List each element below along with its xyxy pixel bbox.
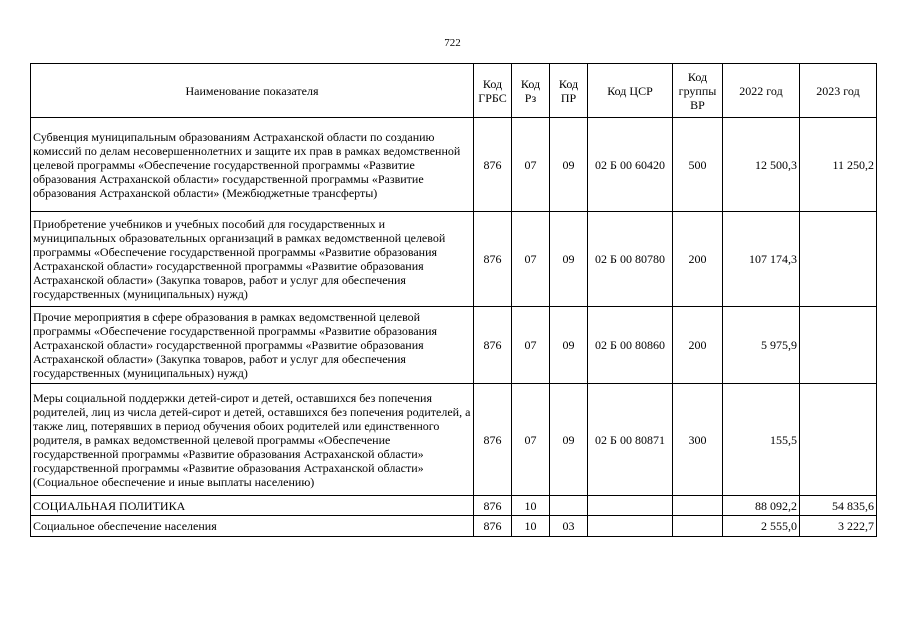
row-rz: 07 bbox=[512, 384, 550, 496]
row-name: Субвенция муниципальным образованиям Астраханской области по созданию комиссий по делам несовершеннолетних и защите их прав в рамках ведомственной целевой программы «Обеспечение государственной программы «Развитие образования Астраханской области» государственной программы «Развитие образования Астраханской области» (Межбюджетные трансферты) bbox=[31, 118, 474, 212]
table-row bbox=[31, 516, 877, 537]
row-grbs: 876 bbox=[474, 516, 512, 537]
row-csr: 02 Б 00 60420 bbox=[588, 118, 673, 212]
row-rz: 07 bbox=[512, 307, 550, 384]
page-number: 722 bbox=[444, 37, 461, 49]
row-2023: 3 222,7 bbox=[800, 516, 877, 537]
row-rz: 07 bbox=[512, 118, 550, 212]
row-name: Социальное обеспечение населения bbox=[31, 516, 474, 537]
header-grbs: Код ГРБС bbox=[474, 64, 512, 118]
row-name: Прочие мероприятия в сфере образования в рамках ведомственной целевой программы «Обеспечение государственной программы «Развитие образования Астраханской области» государственной программы «Развитие образования Астраханской области» (Закупка товаров, работ и услуг для обеспечения государственных (муниципальных) нужд) bbox=[31, 307, 474, 384]
row-pr: 09 bbox=[550, 307, 588, 384]
table-row bbox=[31, 118, 877, 212]
row-name: СОЦИАЛЬНАЯ ПОЛИТИКА bbox=[31, 496, 474, 516]
row-2022: 12 500,3 bbox=[723, 118, 800, 212]
header-vr: Код группы ВР bbox=[673, 64, 723, 118]
row-pr: 03 bbox=[550, 516, 588, 537]
row-csr: 02 Б 00 80860 bbox=[588, 307, 673, 384]
row-csr: 02 Б 00 80871 bbox=[588, 384, 673, 496]
row-pr: 09 bbox=[550, 212, 588, 307]
row-vr: 200 bbox=[673, 307, 723, 384]
row-2023: 54 835,6 bbox=[800, 496, 877, 516]
row-csr bbox=[588, 496, 673, 516]
row-grbs: 876 bbox=[474, 307, 512, 384]
row-grbs: 876 bbox=[474, 118, 512, 212]
row-rz: 10 bbox=[512, 496, 550, 516]
header-pr: Код ПР bbox=[550, 64, 588, 118]
row-2022: 5 975,9 bbox=[723, 307, 800, 384]
row-2023 bbox=[800, 212, 877, 307]
row-vr bbox=[673, 496, 723, 516]
row-2022: 2 555,0 bbox=[723, 516, 800, 537]
header-row bbox=[31, 64, 877, 118]
row-2022: 155,5 bbox=[723, 384, 800, 496]
budget-table bbox=[30, 63, 877, 537]
row-vr: 200 bbox=[673, 212, 723, 307]
row-2023 bbox=[800, 384, 877, 496]
row-grbs: 876 bbox=[474, 496, 512, 516]
row-pr: 09 bbox=[550, 118, 588, 212]
row-vr bbox=[673, 516, 723, 537]
row-csr: 02 Б 00 80780 bbox=[588, 212, 673, 307]
row-pr bbox=[550, 496, 588, 516]
header-rz: Код Рз bbox=[512, 64, 550, 118]
row-vr: 500 bbox=[673, 118, 723, 212]
row-name: Приобретение учебников и учебных пособий для государственных и муниципальных образовательных организаций в рамках ведомственной целевой программы «Обеспечение государственной программы «Развитие образования Астраханской области» государственной программы «Развитие образования Астраханской области» (Закупка товаров, работ и услуг для обеспечения государственных (муниципальных) нужд) bbox=[31, 212, 474, 307]
row-pr: 09 bbox=[550, 384, 588, 496]
row-2022: 107 174,3 bbox=[723, 212, 800, 307]
header-name: Наименование показателя bbox=[31, 64, 474, 118]
row-2023: 11 250,2 bbox=[800, 118, 877, 212]
row-grbs: 876 bbox=[474, 384, 512, 496]
table-row-section bbox=[31, 496, 877, 516]
row-name: Меры социальной поддержки детей-сирот и детей, оставшихся без попечения родителей, лиц из числа детей-сирот и детей, оставшихся без попечения родителей, а также лиц, потерявших в период обучения обоих родителей или единственного родителя, в рамках ведомственной целевой программы «Обеспечение государственной программы «Развитие образования Астраханской области» государственной программы «Развитие образования Астраханской области» (Социальное обеспечение и иные выплаты населению) bbox=[31, 384, 474, 496]
header-2023: 2023 год bbox=[800, 64, 877, 118]
table-row bbox=[31, 212, 877, 307]
table-row bbox=[31, 384, 877, 496]
table-row bbox=[31, 307, 877, 384]
row-csr bbox=[588, 516, 673, 537]
row-rz: 07 bbox=[512, 212, 550, 307]
row-grbs: 876 bbox=[474, 212, 512, 307]
row-2023 bbox=[800, 307, 877, 384]
row-rz: 10 bbox=[512, 516, 550, 537]
row-vr: 300 bbox=[673, 384, 723, 496]
row-2022: 88 092,2 bbox=[723, 496, 800, 516]
header-2022: 2022 год bbox=[723, 64, 800, 118]
header-csr: Код ЦСР bbox=[588, 64, 673, 118]
